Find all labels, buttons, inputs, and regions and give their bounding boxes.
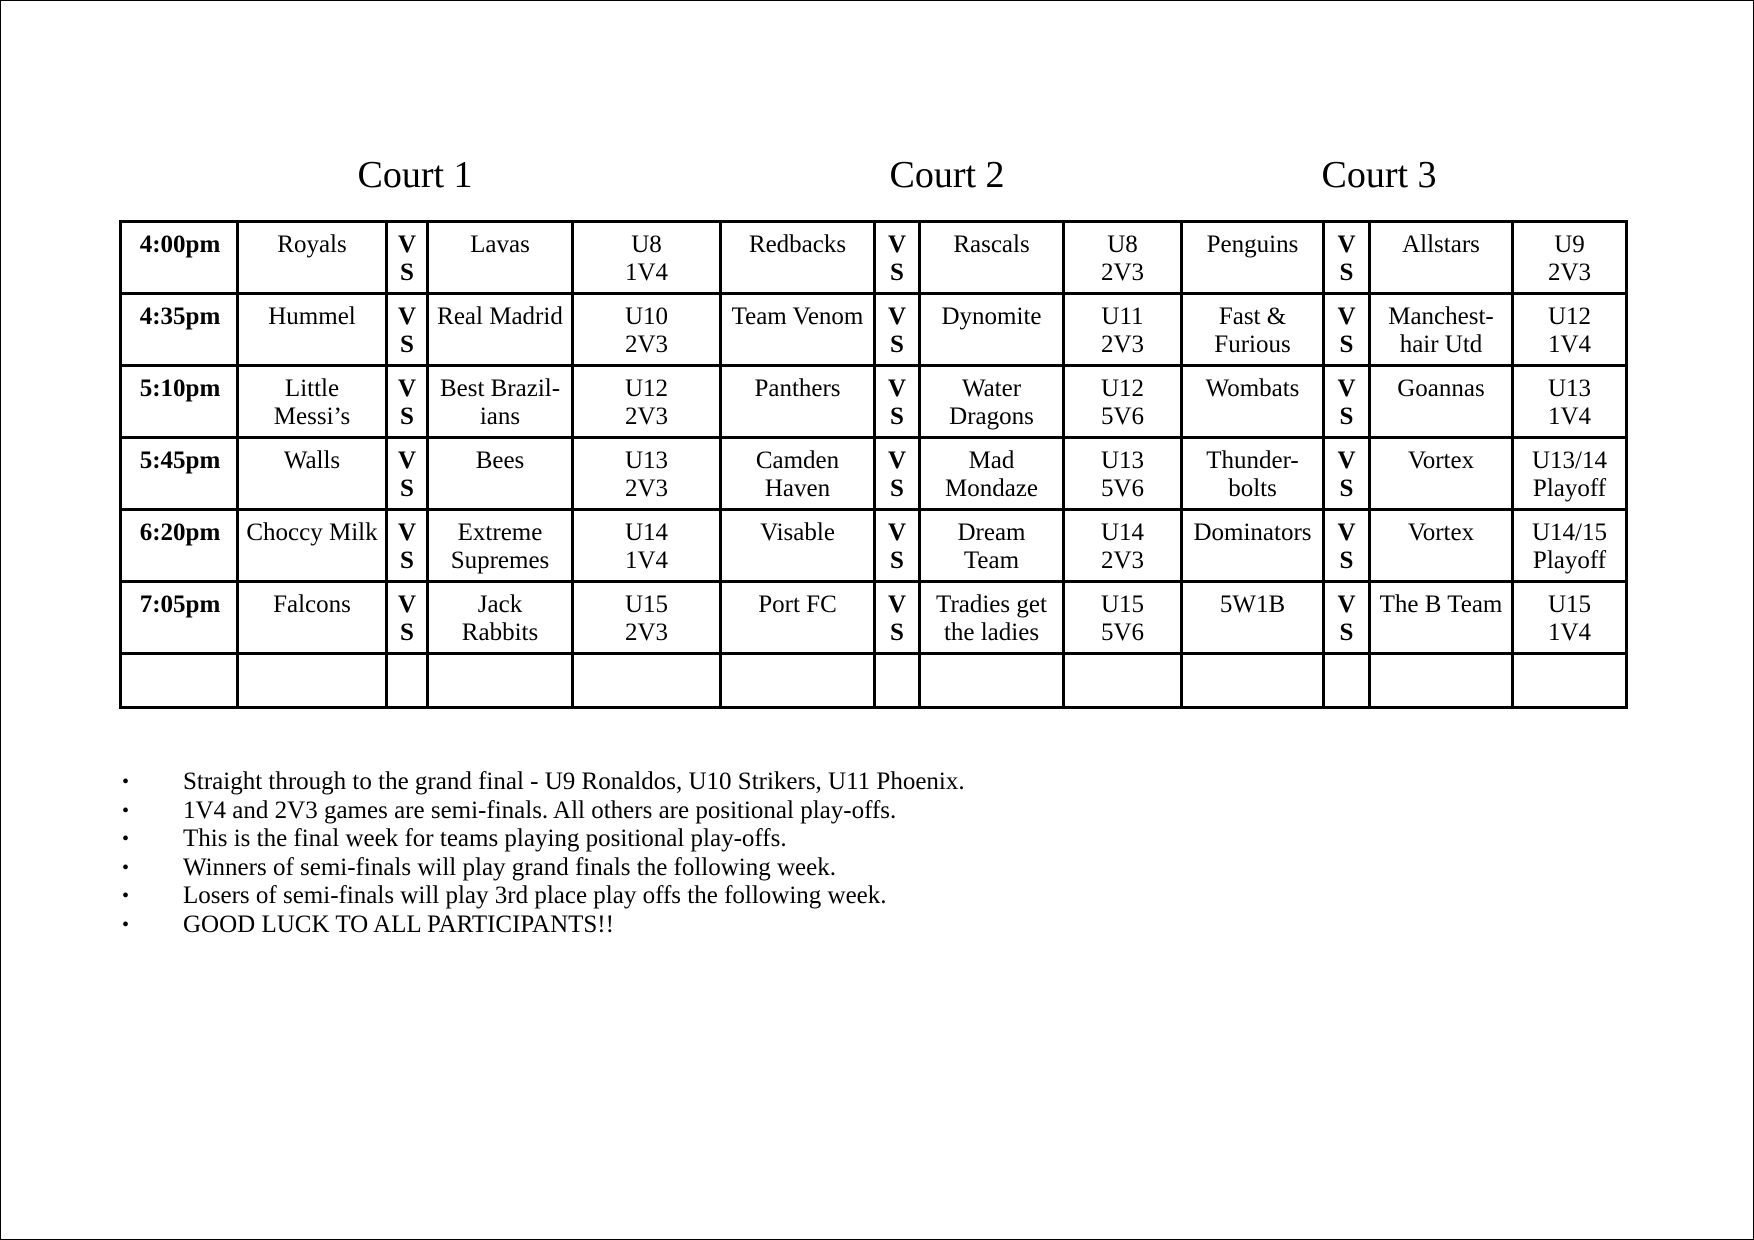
- match-info-line: U12: [1100, 375, 1145, 402]
- match-info-line: 5V6: [1100, 619, 1145, 646]
- match-info-line: U8: [1107, 231, 1138, 258]
- vs-letter: S: [890, 259, 904, 286]
- team2-cell: [428, 438, 573, 510]
- team-name-line: Penguins: [1206, 231, 1299, 258]
- team-name-line: Extreme: [457, 519, 543, 546]
- empty-cell: [920, 654, 1064, 708]
- vs-letter: V: [1337, 231, 1356, 258]
- team2-cell: [1370, 438, 1513, 510]
- vs-letter: S: [1339, 547, 1354, 574]
- team-name-line: Royals: [277, 231, 347, 258]
- vs-letter: V: [397, 231, 417, 258]
- time-cell: 5:45pm: [121, 438, 238, 510]
- team-name-line: Panthers: [754, 375, 841, 402]
- match-info-line: U11: [1101, 303, 1144, 330]
- match-info-line: U9: [1554, 231, 1585, 258]
- note-item: [122, 797, 965, 826]
- note-text: 1V4 and 2V3 games are semi-finals. All others are positional play-offs.: [183, 796, 897, 824]
- vs-cell: [875, 438, 920, 510]
- team1-cell: [238, 510, 387, 582]
- empty-cell: [121, 654, 238, 708]
- match-cell: [1064, 294, 1182, 366]
- match-info-line: 1V4: [624, 259, 669, 286]
- match-info-line: 2V3: [1100, 547, 1145, 574]
- vs-cell: [387, 366, 428, 438]
- team-name-line: Rascals: [953, 231, 1030, 258]
- team-name-line: bolts: [1228, 475, 1277, 502]
- vs-letter: S: [1339, 259, 1354, 286]
- team-name-line: Furious: [1214, 331, 1291, 358]
- note-text: Winners of semi-finals will play grand finals the following week.: [183, 853, 837, 881]
- empty-cell: [238, 654, 387, 708]
- note-text: Losers of semi-finals will play 3rd place play offs the following week.: [183, 882, 887, 910]
- team1-cell: [1182, 582, 1324, 654]
- match-cell: [573, 222, 721, 294]
- empty-cell: [1513, 654, 1627, 708]
- match-cell: [1513, 366, 1627, 438]
- team1-cell: [721, 510, 875, 582]
- time-cell: 4:00pm: [121, 222, 238, 294]
- match-info-line: Playoff: [1532, 475, 1607, 502]
- team1-cell: [721, 222, 875, 294]
- vs-cell: [1324, 294, 1370, 366]
- vs-letter: S: [890, 475, 904, 502]
- team-name-line: Redbacks: [748, 231, 847, 258]
- team1-cell: [238, 438, 387, 510]
- team2-cell: [920, 510, 1064, 582]
- vs-letter: S: [890, 331, 904, 358]
- vs-letter: S: [1339, 331, 1354, 358]
- note-item: [122, 911, 965, 940]
- team-name-line: Little: [284, 375, 340, 402]
- vs-cell: [1324, 438, 1370, 510]
- team-name-line: Real Madrid: [437, 303, 563, 330]
- vs-letter: V: [397, 303, 417, 330]
- match-info-line: 5V6: [1100, 403, 1145, 430]
- schedule-table: [119, 220, 1628, 709]
- note-item: [122, 854, 965, 883]
- team1-cell: [721, 438, 875, 510]
- team1-cell: [238, 366, 387, 438]
- team-name-line: Walls: [283, 447, 341, 474]
- team-name-line: Bees: [475, 447, 525, 474]
- team-name-line: Mad: [968, 447, 1015, 474]
- team-name-line: Rabbits: [461, 619, 539, 646]
- note-item: [122, 768, 965, 797]
- vs-letter: V: [1337, 591, 1356, 618]
- team2-cell: [1370, 222, 1513, 294]
- match-info-line: U8: [631, 231, 662, 258]
- team-name-line: Camden: [755, 447, 840, 474]
- empty-cell: [721, 654, 875, 708]
- schedule-row: [121, 366, 1627, 438]
- vs-cell: [1324, 582, 1370, 654]
- match-info-line: U13: [1100, 447, 1145, 474]
- vs-cell: [875, 222, 920, 294]
- team-name-line: Mondaze: [944, 475, 1039, 502]
- team1-cell: [1182, 294, 1324, 366]
- match-info-line: 2V3: [1547, 259, 1592, 286]
- match-info-line: 2V3: [624, 475, 669, 502]
- team-name-line: Team Venom: [731, 303, 864, 330]
- team-name-line: the ladies: [943, 619, 1040, 646]
- vs-cell: [387, 510, 428, 582]
- schedule-row: [121, 510, 1627, 582]
- vs-letter: S: [400, 403, 414, 430]
- vs-cell: [875, 366, 920, 438]
- match-info-line: 5V6: [1100, 475, 1145, 502]
- team-name-line: Falcons: [273, 591, 351, 618]
- team-name-line: Dynomite: [941, 303, 1042, 330]
- vs-cell: [387, 582, 428, 654]
- vs-letter: S: [1339, 619, 1354, 646]
- team-name-line: 5W1B: [1219, 591, 1286, 618]
- vs-letter: S: [400, 475, 414, 502]
- empty-cell: [428, 654, 573, 708]
- match-info-line: 1V4: [1547, 619, 1592, 646]
- vs-letter: S: [1339, 475, 1354, 502]
- vs-letter: V: [1337, 375, 1356, 402]
- team-name-line: Wombats: [1205, 375, 1300, 402]
- team2-cell: [428, 582, 573, 654]
- team2-cell: [1370, 366, 1513, 438]
- match-cell: [1064, 582, 1182, 654]
- team-name-line: Team: [963, 547, 1020, 574]
- team2-cell: [920, 366, 1064, 438]
- vs-letter: S: [890, 547, 904, 574]
- match-info-line: U15: [1100, 591, 1145, 618]
- team2-cell: [920, 438, 1064, 510]
- note-item: [122, 882, 965, 911]
- vs-letter: S: [400, 259, 414, 286]
- vs-letter: V: [887, 591, 907, 618]
- match-info-line: U10: [624, 303, 669, 330]
- bullet-icon: •: [122, 913, 130, 936]
- vs-letter: V: [397, 591, 417, 618]
- match-cell: [1064, 510, 1182, 582]
- court-2-heading: Court 2: [889, 154, 1005, 196]
- vs-cell: [387, 438, 428, 510]
- vs-letter: S: [400, 331, 414, 358]
- bullet-icon: •: [122, 799, 130, 822]
- vs-cell: [875, 582, 920, 654]
- vs-letter: S: [1339, 403, 1354, 430]
- team1-cell: [721, 582, 875, 654]
- team2-cell: [920, 294, 1064, 366]
- team-name-line: Hummel: [268, 303, 356, 330]
- match-cell: [1064, 222, 1182, 294]
- match-info-line: 1V4: [1547, 331, 1592, 358]
- team1-cell: [1182, 366, 1324, 438]
- team-name-line: Messi’s: [273, 403, 351, 430]
- vs-letter: V: [397, 519, 417, 546]
- vs-cell: [875, 294, 920, 366]
- match-info-line: U12: [624, 375, 669, 402]
- match-cell: [573, 438, 721, 510]
- bullet-icon: •: [122, 828, 130, 851]
- team-name-line: Dominators: [1193, 519, 1312, 546]
- team-name-line: Vortex: [1407, 447, 1475, 474]
- team-name-line: Thunder-: [1206, 447, 1299, 474]
- time-cell: 4:35pm: [121, 294, 238, 366]
- vs-letter: V: [1337, 447, 1356, 474]
- vs-letter: S: [400, 619, 414, 646]
- match-info-line: Playoff: [1532, 547, 1607, 574]
- match-info-line: U14: [624, 519, 669, 546]
- team-name-line: hair Utd: [1399, 331, 1483, 358]
- vs-letter: V: [887, 231, 907, 258]
- team-name-line: Allstars: [1402, 231, 1480, 258]
- vs-letter: V: [397, 447, 417, 474]
- team-name-line: ians: [479, 403, 521, 430]
- vs-letter: V: [1337, 303, 1356, 330]
- notes-list: [122, 768, 965, 940]
- team-name-line: The B Team: [1379, 591, 1503, 618]
- vs-cell: [387, 222, 428, 294]
- vs-letter: S: [890, 619, 904, 646]
- team-name-line: Haven: [764, 475, 831, 502]
- team2-cell: [1370, 294, 1513, 366]
- team-name-line: Lavas: [470, 231, 530, 258]
- match-cell: [1064, 438, 1182, 510]
- team1-cell: [238, 222, 387, 294]
- team2-cell: [920, 222, 1064, 294]
- team2-cell: [1370, 582, 1513, 654]
- vs-letter: V: [397, 375, 417, 402]
- team-name-line: Manchest-: [1388, 303, 1494, 330]
- vs-letter: V: [887, 303, 907, 330]
- team2-cell: [428, 222, 573, 294]
- team1-cell: [238, 582, 387, 654]
- team1-cell: [1182, 510, 1324, 582]
- note-text: This is the final week for teams playing positional play-offs.: [183, 825, 787, 853]
- note-text: GOOD LUCK TO ALL PARTICIPANTS!!: [183, 910, 614, 938]
- note-text: Straight through to the grand final - U9 Ronaldos, U10 Strikers, U11 Phoenix.: [183, 768, 965, 795]
- team2-cell: [428, 366, 573, 438]
- team1-cell: [1182, 222, 1324, 294]
- vs-cell: [387, 294, 428, 366]
- team1-cell: [1182, 438, 1324, 510]
- match-info-line: U13: [1547, 375, 1592, 402]
- court-3-heading: Court 3: [1321, 154, 1437, 196]
- match-info-line: U15: [624, 591, 669, 618]
- team-name-line: Vortex: [1407, 519, 1475, 546]
- match-cell: [573, 366, 721, 438]
- match-cell: [1064, 366, 1182, 438]
- match-info-line: 2V3: [1100, 259, 1145, 286]
- court-1-heading: Court 1: [357, 154, 473, 196]
- match-info-line: 2V3: [624, 403, 669, 430]
- match-info-line: U14/15: [1532, 519, 1607, 546]
- vs-letter: S: [400, 547, 414, 574]
- team-name-line: Visable: [760, 519, 835, 546]
- vs-cell: [1324, 222, 1370, 294]
- team-name-line: Goannas: [1397, 375, 1485, 402]
- match-cell: [573, 510, 721, 582]
- vs-letter: S: [890, 403, 904, 430]
- team-name-line: Supremes: [450, 547, 550, 574]
- empty-cell: [1370, 654, 1513, 708]
- match-info-line: U13/14: [1532, 447, 1607, 474]
- team2-cell: [428, 294, 573, 366]
- team-name-line: Port FC: [758, 591, 837, 618]
- schedule-row: [121, 438, 1627, 510]
- team-name-line: Dragons: [949, 403, 1034, 430]
- team1-cell: [238, 294, 387, 366]
- vs-letter: V: [887, 447, 907, 474]
- match-cell: [1513, 222, 1627, 294]
- match-info-line: U15: [1547, 591, 1592, 618]
- vs-letter: V: [887, 375, 907, 402]
- team1-cell: [721, 294, 875, 366]
- match-info-line: 2V3: [624, 619, 669, 646]
- schedule-row: [121, 294, 1627, 366]
- match-cell: [1513, 510, 1627, 582]
- vs-letter: V: [887, 519, 907, 546]
- team-name-line: Best Brazil-: [439, 375, 561, 402]
- time-cell: 5:10pm: [121, 366, 238, 438]
- match-info-line: U12: [1547, 303, 1592, 330]
- match-cell: [1513, 294, 1627, 366]
- empty-cell: [573, 654, 721, 708]
- team-name-line: Dream: [957, 519, 1026, 546]
- match-info-line: U14: [1100, 519, 1145, 546]
- note-item: [122, 825, 965, 854]
- blank-row: [121, 654, 1627, 708]
- match-info-line: 1V4: [624, 547, 669, 574]
- empty-cell: [1324, 654, 1370, 708]
- schedule-row: [121, 582, 1627, 654]
- schedule-row: [121, 222, 1627, 294]
- team2-cell: [428, 510, 573, 582]
- match-cell: [573, 582, 721, 654]
- bullet-icon: •: [122, 885, 130, 908]
- team2-cell: [920, 582, 1064, 654]
- match-info-line: 2V3: [1100, 331, 1145, 358]
- team2-cell: [1370, 510, 1513, 582]
- team-name-line: Choccy Milk: [246, 519, 378, 546]
- bullet-icon: •: [122, 771, 130, 793]
- time-cell: 7:05pm: [121, 582, 238, 654]
- match-info-line: U13: [624, 447, 669, 474]
- empty-cell: [1182, 654, 1324, 708]
- match-info-line: 2V3: [624, 331, 669, 358]
- team-name-line: Water: [961, 375, 1022, 402]
- empty-cell: [1064, 654, 1182, 708]
- vs-cell: [1324, 366, 1370, 438]
- match-cell: [1513, 582, 1627, 654]
- bullet-icon: •: [122, 856, 130, 879]
- empty-cell: [387, 654, 428, 708]
- team-name-line: Tradies get: [936, 591, 1047, 618]
- empty-cell: [875, 654, 920, 708]
- time-cell: 6:20pm: [121, 510, 238, 582]
- match-info-line: 1V4: [1547, 403, 1592, 430]
- team-name-line: Fast &: [1218, 303, 1287, 330]
- vs-cell: [1324, 510, 1370, 582]
- vs-letter: V: [1337, 519, 1356, 546]
- vs-cell: [875, 510, 920, 582]
- match-cell: [1513, 438, 1627, 510]
- team-name-line: Jack: [477, 591, 523, 618]
- match-cell: [573, 294, 721, 366]
- team1-cell: [721, 366, 875, 438]
